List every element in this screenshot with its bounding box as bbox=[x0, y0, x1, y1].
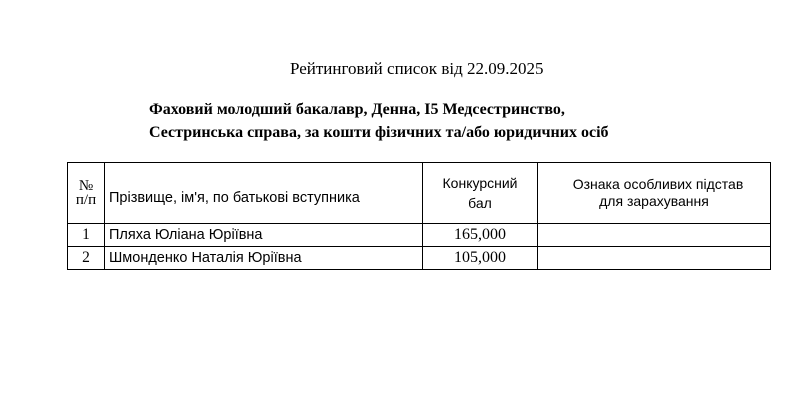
row-note bbox=[538, 224, 771, 247]
rating-table bbox=[67, 162, 771, 270]
subtitle-line-2: Сестринська справа, за кошти фізичних та/або юридичних осіб bbox=[149, 124, 609, 141]
header-score bbox=[423, 163, 538, 224]
header-note-line-2: для зарахування bbox=[599, 193, 709, 209]
row-score: 165,000 bbox=[423, 224, 538, 247]
row-name: Шмонденко Наталія Юріївна bbox=[105, 247, 423, 270]
header-name: Прізвище, ім'я, по батькові вступника bbox=[105, 163, 423, 224]
table-row bbox=[68, 247, 771, 270]
table-row bbox=[68, 224, 771, 247]
row-number: 1 bbox=[68, 224, 105, 247]
table-header-row bbox=[68, 163, 771, 224]
header-number bbox=[68, 163, 105, 224]
header-number-symbol: № bbox=[78, 178, 94, 194]
row-score: 105,000 bbox=[423, 247, 538, 270]
program-subtitle bbox=[149, 98, 609, 144]
page-title: Рейтинговий список від 22.09.2025 bbox=[290, 59, 544, 78]
row-number: 2 bbox=[68, 247, 105, 270]
header-note-line-1: Ознака особливих підстав bbox=[572, 176, 744, 192]
header-score-line-2: бал bbox=[468, 195, 492, 211]
header-number-abbrev: п/п bbox=[75, 192, 97, 208]
header-note bbox=[538, 163, 771, 224]
subtitle-line-1: Фаховий молодший бакалавр, Денна, I5 Медсестринство, bbox=[149, 101, 565, 118]
row-name: Пляха Юліана Юріївна bbox=[105, 224, 423, 247]
row-note bbox=[538, 247, 771, 270]
header-score-line-1: Конкурсний bbox=[442, 175, 518, 191]
